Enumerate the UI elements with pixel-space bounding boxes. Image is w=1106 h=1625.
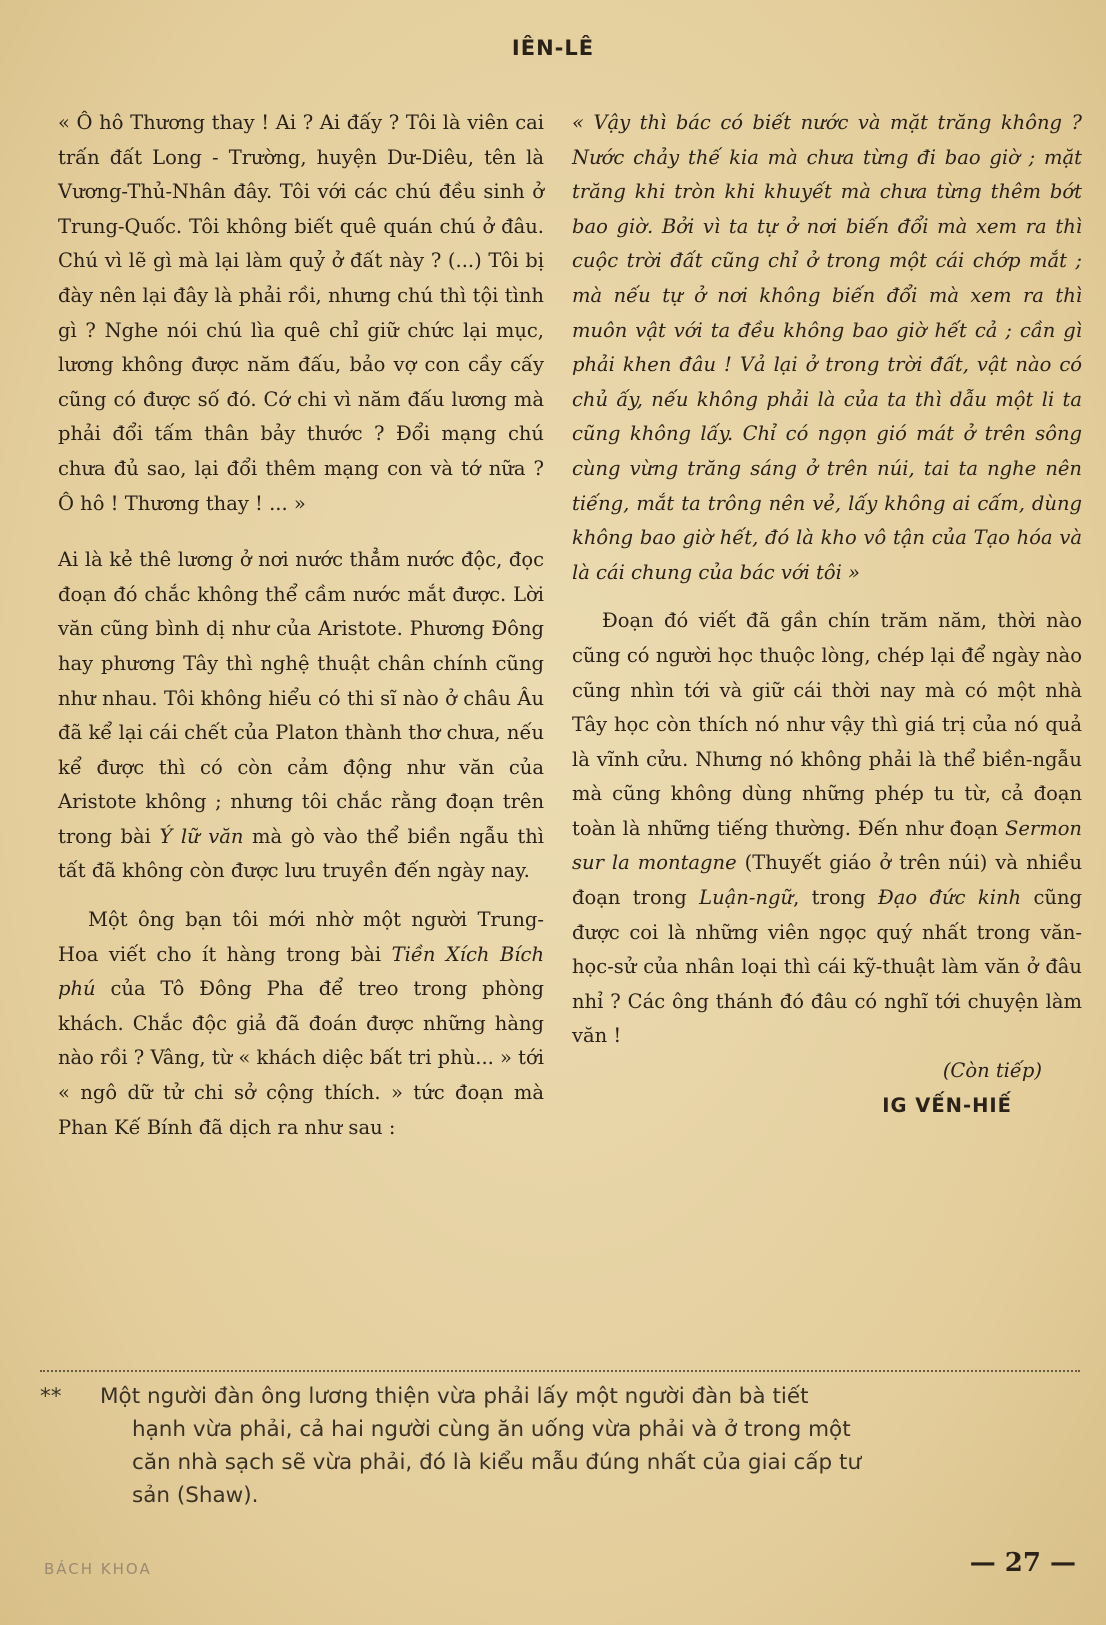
right-column	[572, 106, 1082, 1123]
paragraph-4-title-1: Sermon sur la montagne	[572, 816, 1082, 875]
paragraph-2-text: Ai là kẻ thê lương ở nơi nước thẳm nước độc, đọc đoạn đó chắc không thể cầm nước mắt được. Lời văn cũng bình dị như của Aristote. Phương Đông hay phương Tây thì nghệ thuật chân chính cũng như nhau. Tôi không hiểu có thi sĩ nào ở châu Âu đã kể lại cái chết của Platon thành thơ chưa, nếu kể được thì có còn cảm động như văn của Aristote không ; nhưng tôi chắc rằng đoạn trên trong bài	[58, 548, 544, 848]
paragraph-4	[572, 604, 1082, 1054]
paragraph-1: « Ô hô Thương thay ! Ai ? Ai đấy ? Tôi là viên cai trấn đất Long - Trường, huyện Dư-Diêu, tên là Vương-Thủ-Nhân đây. Tôi với các chú đều sinh ở Trung-Quốc. Tôi không biết quê quán chú ở đâu. Chú vì lẽ gì mà lại làm quỷ ở đất này ? (...) Tôi bị đày nên lại đây là phải rồi, nhưng chú thì tội tình gì ? Nghe nói chú lìa quê chỉ giữ chức lại mục, lương không được năm đấu, bảo vợ con cầy cấy cũng có được số đó. Cớ chi vì năm đấu lương mà phải đổi tấm thân bảy thước ? Đổi mạng chú chưa đủ sao, lại đổi thêm mạng con và tớ nữa ? Ô hô ! Thương thay ! ... »	[58, 111, 544, 515]
paragraph-2	[58, 543, 544, 889]
paragraph-4-text-b: (Thuyết giáo ở trên núi) và nhiều đoạn trong	[572, 851, 1082, 910]
footnote-line-2: hạnh vừa phải, cả hai người cùng ăn uống vừa phải và ở trong một	[132, 1417, 851, 1442]
paragraph-4-text-c: , trong	[793, 886, 866, 910]
translated-quote: « Vậy thì bác có biết nước và mặt trăng không ? Nước chảy thế kia mà chưa từng đi bao giờ ; mặt trăng khi tròn khi khuyết mà chưa từng thêm bớt bao giờ. Bởi vì ta tự ở nơi biến đổi mà xem ra thì cuộc trời đất cũng chỉ ở trong một cái chớp mắt ; mà nếu tự ở nơi không biến đổi mà xem ra thì muôn vật với ta đều không bao giờ hết cả ; cần gì phải khen đâu ! Vả lại ở trong trời đất, vật nào có chủ ấy, nếu không phải là của ta thì dẫu một li ta cũng không lấy. Chỉ có ngọn gió mát ở trên sông cùng vừng trăng sáng ở trên núi, tai ta nghe nên tiếng, mắt ta trông nên vẻ, lấy không ai cấm, dùng không bao giờ hết, đó là kho vô tận của Tạo hóa và là cái chung của bác với tôi »	[572, 111, 1082, 584]
paragraph-3	[58, 903, 544, 1145]
paragraph-3-text-b: của Tô Đông Pha để treo trong phòng khách. Chắc độc giả đã đoán được những hàng nào rồi ? Vâng, từ « khách diệc bất tri phù... » tới « ngô dữ tử chi sở cộng thích. » tức đoạn mà Phan Kế Bính đã dịch ra như sau :	[58, 977, 545, 1139]
footnote-mark: **	[40, 1384, 62, 1409]
paragraph-3-title: Tiền Xích Bích phú	[58, 942, 545, 1001]
author-signature: IG VẾN-HIẾ	[882, 1093, 1012, 1117]
running-head: IÊN-LÊ	[511, 36, 595, 60]
paragraph-3-text-a: Một ông bạn tôi mới nhờ một người Trung-Hoa viết cho ít hàng trong bài	[58, 908, 544, 966]
paragraph-4-text-a: Đoạn đó viết đã gần chín trăm năm, thời nào cũng có người học thuộc lòng, chép lại để ngày nào cũng nhìn tới và giữ cái thời nay mà có một nhà Tây học còn thích nó như vậy thì giá trị của nó quả là vĩnh cửu. Nhưng nó không phải là thể biền-ngẫu mà cũng không dùng những phép tu từ, cả đoạn toàn là những tiếng thường. Đến như đoạn	[572, 609, 1082, 840]
footnote-text-1: Một người đàn ông lương thiện vừa phải lấy một người đàn bà tiết	[100, 1384, 809, 1409]
paragraph-4-title-2: Luận-ngữ	[699, 886, 794, 910]
footnote	[40, 1380, 1080, 1512]
faint-footer-text: BÁCH KHOA	[44, 1560, 152, 1578]
footnote-line-1	[40, 1380, 1080, 1413]
left-column	[58, 106, 544, 1145]
footnote-line-4: sản (Shaw).	[132, 1483, 259, 1508]
footnote-line-3: căn nhà sạch sẽ vừa phải, đó là kiểu mẫu đúng nhất của giai cấp tư	[132, 1450, 862, 1475]
footnote-divider	[40, 1370, 1080, 1373]
continued-note: (Còn tiếp)	[942, 1059, 1042, 1083]
paragraph-2-end: mà gò vào thể biền ngẫu thì tất đã không còn được lưu truyền đến ngày nay.	[58, 824, 545, 883]
paragraph-4-text-d: cũng được coi là những viên ngọc quý nhất trong văn-học-sử của nhân loại thì cái kỹ-thuật làm văn ở đâu nhỉ ? Các ông thánh đó đâu có nghĩ tới chuyện làm văn !	[572, 886, 1082, 1048]
paragraph-2-title: Ý lữ văn	[159, 824, 244, 848]
paragraph-4-title-3: Đạo đức kinh	[878, 886, 1022, 910]
page-number: — 27 —	[969, 1548, 1076, 1578]
